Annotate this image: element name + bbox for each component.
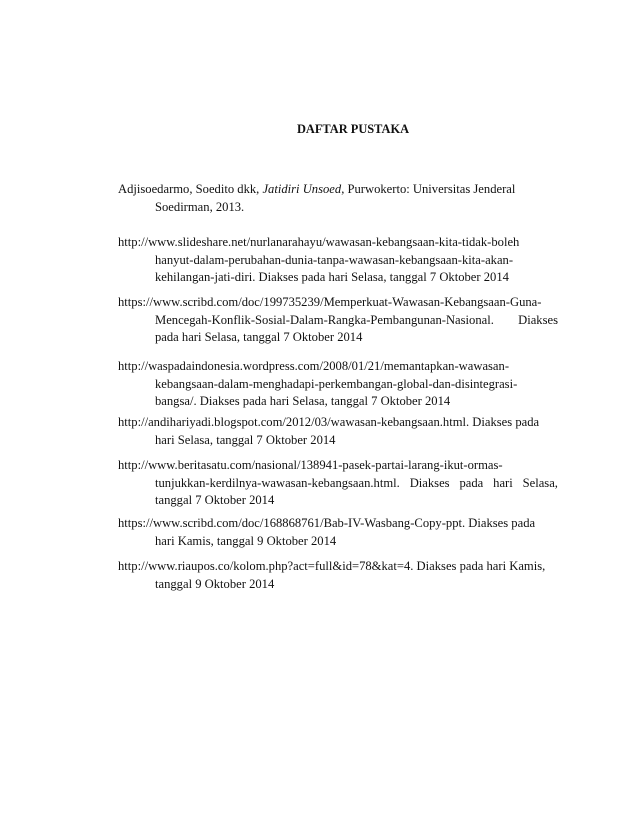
reference-line: tunjukkan-kerdilnya-wawasan-kebangsaan.html. Diakses pada hari Selasa, <box>155 475 558 490</box>
reference-line: kebangsaan-dalam-menghadapi-perkembangan-global-dan-disintegrasi- <box>155 376 518 391</box>
reference-entry <box>118 457 558 510</box>
page-title: DAFTAR PUSTAKA <box>296 122 410 136</box>
reference-line: tanggal 9 Oktober 2014 <box>155 576 275 591</box>
reference-line: pada hari Selasa, tanggal 7 Oktober 2014 <box>155 330 363 345</box>
book-title: Jatidiri Unsoed <box>262 182 342 196</box>
reference-entry <box>118 181 558 216</box>
reference-url[interactable]: https://www.scribd.com/doc/199735239/Memperkuat-Wawasan-Kebangsaan-Guna- <box>118 295 542 309</box>
reference-line: tanggal 7 Oktober 2014 <box>155 493 275 508</box>
reference-url[interactable]: http://www.beritasatu.com/nasional/138941-pasek-partai-larang-ikut-ormas- <box>118 458 503 472</box>
reference-url[interactable]: http://www.slideshare.net/nurlanarahayu/wawasan-kebangsaan-kita-tidak-boleh <box>118 235 520 249</box>
reference-entry <box>118 294 558 347</box>
reference-line: Mencegah-Konflik-Sosial-Dalam-Rangka-Pembangunan-Nasional. Diakses <box>155 312 558 327</box>
reference-line: Adjisoedarmo, Soedito dkk, Jatidiri Unsoed, Purwokerto: Universitas Jenderal <box>118 182 516 196</box>
reference-line: bangsa/. Diakses pada hari Selasa, tanggal 7 Oktober 2014 <box>155 394 451 409</box>
reference-line: hari Selasa, tanggal 7 Oktober 2014 <box>155 432 336 447</box>
reference-line: hanyut-dalam-perubahan-dunia-tanpa-wawasan-kebangsaan-kita-akan- <box>155 252 514 267</box>
reference-url[interactable]: https://www.scribd.com/doc/168868761/Bab-IV-Wasbang-Copy-ppt. Diakses pada <box>118 516 536 530</box>
reference-url[interactable]: http://andihariyadi.blogspot.com/2012/03/wawasan-kebangsaan.html. Diakses pada <box>118 415 540 429</box>
reference-line: hari Kamis, tanggal 9 Oktober 2014 <box>155 533 337 548</box>
reference-url[interactable]: http://waspadaindonesia.wordpress.com/2008/01/21/memantapkan-wawasan- <box>118 359 510 373</box>
reference-entry <box>118 234 558 287</box>
reference-entry <box>118 414 558 449</box>
reference-entry <box>118 558 558 593</box>
reference-entry <box>118 515 558 550</box>
reference-entry <box>118 358 558 411</box>
reference-url[interactable]: http://www.riaupos.co/kolom.php?act=full&id=78&kat=4. Diakses pada hari Kamis, <box>118 559 546 573</box>
reference-line: kehilangan-jati-diri. Diakses pada hari Selasa, tanggal 7 Oktober 2014 <box>155 270 509 285</box>
reference-line: Soedirman, 2013. <box>155 199 245 214</box>
